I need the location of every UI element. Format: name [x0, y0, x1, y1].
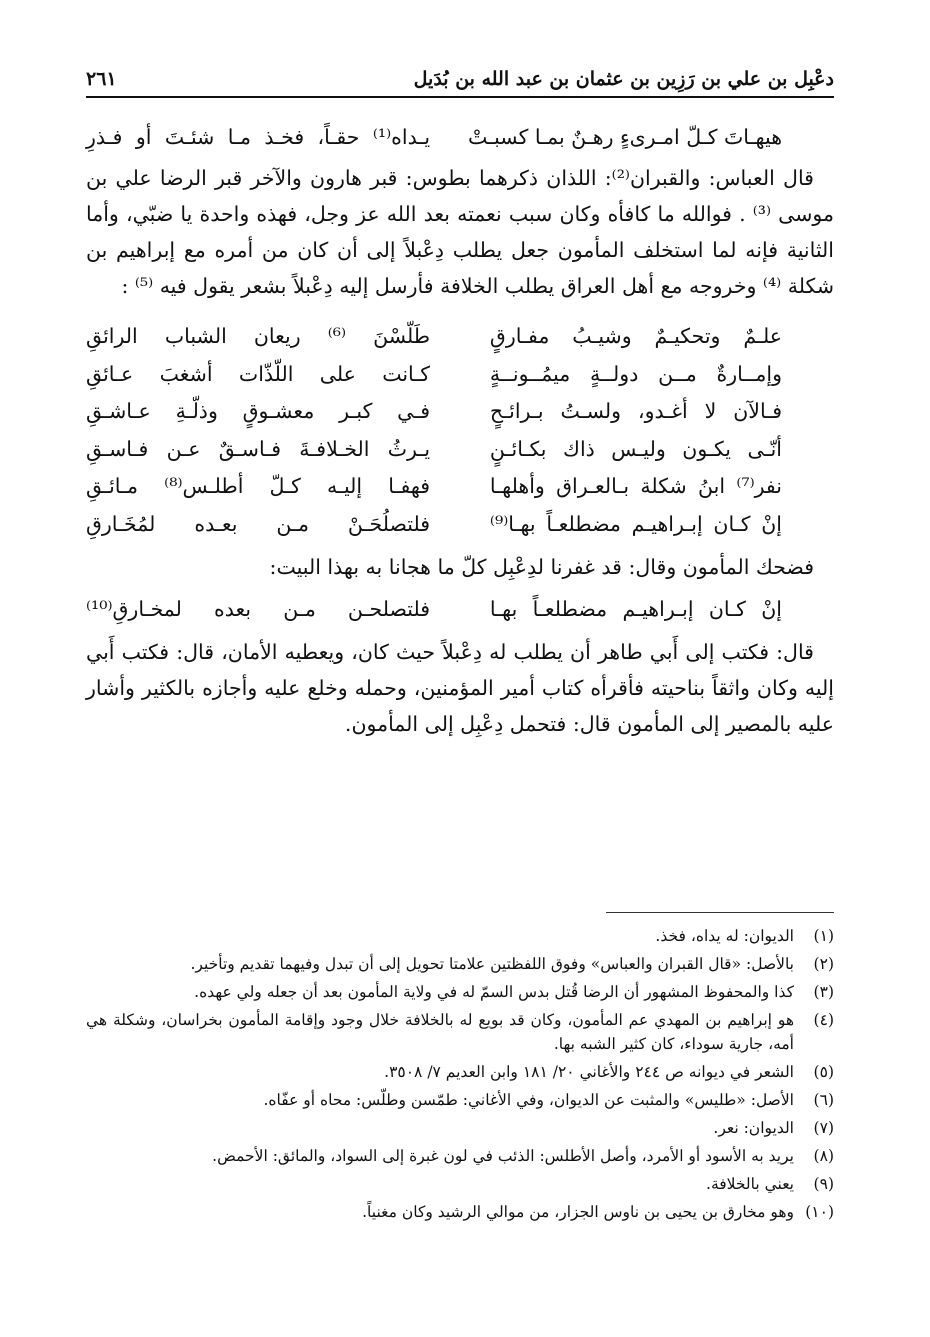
quoted-verse: [86, 591, 834, 629]
paragraph-3: قال: فكتب إلى أَبي طاهر أن يطلب له دِعْبلاً حيث كان، ويعطيه الأمان، قال: فكتب أَبي إليه وكان واثقاً بناحيته فأقرأه كتاب أمير المؤمنين، وحمله وخلع عليه وأجازه بالكثير وأشار عليه بالمصير إلى المأمون قال: فتحمل دِعْبِل إلى المأمون.: [86, 640, 834, 736]
footnotes: [86, 924, 834, 1228]
footnote-divider: [606, 912, 834, 913]
footnote: [86, 1008, 834, 1056]
footnote-number: (١٠): [805, 1203, 834, 1221]
verse-second-hemistich: فلتصلحـن مـن بعده لمخـارقِ⁽¹⁰⁾: [86, 597, 431, 622]
running-header: [86, 58, 834, 98]
footnote-text: الشعر في ديوانه ص ٢٤٤ والأغاني ٢٠/ ١٨١ وابن العديم ٧/ ٣٥٠٨.: [384, 1063, 794, 1081]
footnote: [86, 1144, 834, 1168]
footnote-number: (١): [813, 927, 834, 945]
footnote-text: كذا والمحفوظ المشهور أن الرضا قُتل بدس السمّ له في ولاية المأمون بعد أن جعله ولي عهده.: [194, 983, 794, 1001]
footnote: [86, 1088, 834, 1112]
footnote-number: (٦): [813, 1091, 834, 1109]
footnote-number: (٥): [813, 1063, 834, 1081]
footnote: [86, 1060, 834, 1084]
verse-first-hemistich: فـالآن لا أغـدو، ولسـتُ بـرائـحٍ: [489, 399, 782, 424]
footnote: [86, 952, 834, 976]
poem-verse-5: [86, 468, 834, 506]
footnote-text: الديوان: له يداه، فخذ.: [655, 927, 794, 945]
verse-first-hemistich: هيهـاتَ كـلّ امـرىءٍ رهـنٌ بمـا كسبـتْ: [467, 124, 782, 149]
poem: [86, 318, 834, 543]
header-title: دعْبِل بن علي بن رَزِين بن عثمان بن عبد الله بن بُدَيل: [413, 68, 834, 90]
footnote: [86, 1200, 834, 1224]
footnote-text: يعني بالخلافة.: [706, 1175, 794, 1193]
poem-verse-4: [86, 430, 834, 468]
verse-first-hemistich: علـمٌ وتحكيـمٌ وشيـبُ مفـارقٍ: [489, 324, 782, 349]
footnote-text: هو إبراهيم بن المهدي عم المأمون، وكان قد بويع له بالخلافة خلال وجود وإقامة المأمون بخراسان، وشكلة هي أمه، جارية سوداء، كان كثير الشبه بها.: [86, 1011, 794, 1053]
footnote: [86, 980, 834, 1004]
footnote-number: (٩): [813, 1175, 834, 1193]
footnote: [86, 1116, 834, 1140]
footnote-number: (٢): [813, 955, 834, 973]
poem-verse-6: [86, 505, 834, 543]
verse-first-hemistich: إنْ كـان إبـراهيـم مضطلعـاً بهـا⁽⁹⁾: [489, 511, 782, 536]
footnote-text: وهو مخارق بن يحيى بن ناوس الجزار، من موالي الرشيد وكان مغنياً.: [362, 1203, 794, 1221]
page-number: ٢٦١: [86, 68, 117, 90]
footnote-text: بالأصل: «قال القبران والعباس» وفوق اللفظتين علامتا تحويل إلى أن تبدل وفيهما تقديم وتأخير.: [190, 955, 794, 973]
footnote-number: (٣): [813, 983, 834, 1001]
main-text: [86, 118, 834, 742]
footnote-text: الأصل: «طليس» والمثبت عن الديوان، وفي الأغاني: طمّسن وطلّس: محاه أو عفّاه.: [263, 1091, 794, 1109]
footnote: [86, 1172, 834, 1196]
verse-first-hemistich: وإمــارةٌ مــن دولــةٍ ميمُــونــةٍ: [489, 361, 782, 386]
verse-second-hemistich: كـانت على اللّذّات أشغبَ عـائقِ: [86, 361, 431, 386]
poem-verse-3: [86, 393, 834, 431]
footnote: [86, 924, 834, 948]
verse-second-hemistich: فهفـا إليـه كـلّ أطلـس⁽⁸⁾ مـائـقِ: [86, 474, 431, 499]
poem-verse-1: [86, 318, 834, 356]
footnote-text: الديوان: نعر.: [713, 1119, 794, 1137]
verse-second-hemistich: فلتصلُحَـنْ مـن بعـده لمُخَـارقِ: [86, 511, 431, 536]
verse-first-hemistich: إنْ كـان إبـراهيـم مضطلعـاً بهـا: [489, 597, 782, 622]
footnote-text: يريد به الأسود أو الأمرد، وأصل الأطلس: الذئب في لون غبرة إلى السواد، والمائق: الأحمض.: [212, 1147, 794, 1165]
verse-first-hemistich: أنّـى يكـون وليـس ذاك بكـائـنٍ: [489, 436, 782, 461]
verse-second-hemistich: طَلّسْنَ ⁽⁶⁾ ريعان الشباب الرائقِ: [86, 324, 431, 349]
poem-verse-2: [86, 355, 834, 393]
verse-second-hemistich: فـي كبـر معشـوقٍ وذلّـةِ عـاشـقِ: [86, 399, 431, 424]
verse-second-hemistich: يـرثُ الخـلافـةَ فـاسـقٌ عـن فـاسـقِ: [86, 436, 431, 461]
footnote-number: (٨): [813, 1147, 834, 1165]
opening-verse: [86, 118, 834, 156]
verse-first-hemistich: نفر⁽⁷⁾ ابنُ شكلة بـالعـراق وأهلهـا: [489, 474, 782, 499]
verse-second-hemistich: يـداه⁽¹⁾ حقـاً، فخـذ مـا شئـتَ أو فـذرِ: [86, 124, 431, 149]
paragraph-2: فضحك المأمون وقال: قد غفرنا لدِعْبِل كلّ ما هجانا به بهذا البيت:: [269, 554, 814, 579]
paragraph-1: قال العباس: والقبران⁽²⁾: اللذان ذكرهما بطوس: قبر هارون والآخر قبر الرضا علي بن موسى ⁽³⁾ . فوالله ما كافأه وكان سبب نعمته بعد الله عز وجل، فهذه واحدة يا ضبّي، وأما الثانية فإنه لما استخلف المأمون جعل يطلب دِعْبلاً إلى أن كان من أمره مع إبراهيم بن شكلة ⁽⁴⁾ وخروجه مع أهل العراق يطلب الخلافة فأرسل إليه دِعْبلاً بشعر يقول فيه ⁽⁵⁾ :: [86, 165, 835, 298]
footnote-number: (٧): [813, 1119, 834, 1137]
footnote-number: (٤): [813, 1011, 834, 1029]
